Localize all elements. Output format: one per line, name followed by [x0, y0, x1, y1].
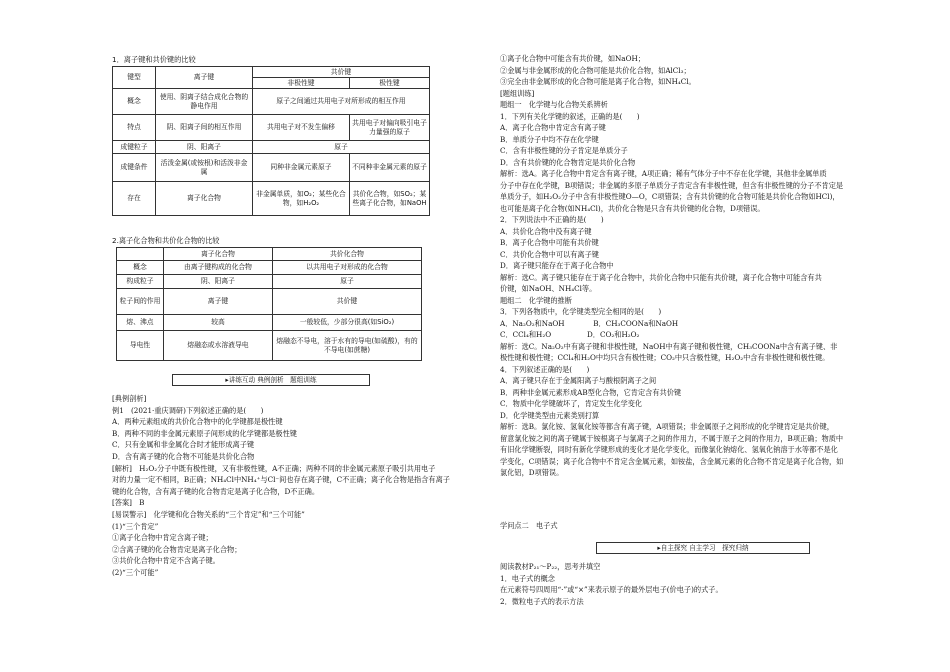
table-cell: 原子	[253, 141, 430, 154]
text-line: A．两种元素组成的共价化合物中的化学键都是极性键	[112, 417, 283, 427]
table-cell: 以共用电子对形成的化合物	[273, 261, 422, 275]
table-cell: 阴、阳离子	[156, 141, 253, 154]
table-cell: 由离子键构成的化合物	[164, 261, 273, 275]
table-cell: 导电性	[117, 331, 164, 361]
text-line: 解析：选C。离子键只能存在于离子化合物中，共价化合物中只能有共价键，离子化合物中可能含有共	[500, 272, 822, 282]
text-line: 也可能是离子化合物(如NH₄Cl)，共价化合物是只含有共价键的化合物，D项错误。	[500, 203, 765, 213]
table-header: 键型	[113, 67, 156, 89]
text-line: D．离子键只能存在于离子化合物中	[500, 261, 614, 270]
table-cell: 共价化合物，如SO₂；某些离子化合物，如NaOH	[350, 182, 430, 216]
text-line: 对的力量一定不相同，B正确；NH₄Cl中NH₄⁺与Cl⁻间也存在离子键，C不正确；离子化合物是指含有离子	[112, 475, 450, 485]
text-line: 分子中存在化学键，B项错误；非金属的多原子单质分子肯定含有非极性键，但含有非极性键的分子不肯定是	[500, 180, 844, 190]
text-line: C．共价化合物中可以有离子键	[500, 249, 599, 259]
table-cell: 特点	[113, 115, 156, 141]
table-header: 极性键	[350, 78, 430, 89]
banner-label: 自主探究 自主学习 探究归纳	[660, 544, 749, 552]
section2-title: 2.离子化合物和共价化合物的比较	[112, 236, 220, 245]
text-line: 学变化，C项错误；离子化合物中不肯定含金属元素，如铵盐，含金属元素的化合物不肯定是离子化合物，如	[500, 456, 844, 466]
text-line: A．离子键只存在于金属阳离子与酸根阴离子之间	[500, 376, 657, 385]
arrow-icon: ▸	[225, 376, 229, 384]
table-header	[117, 248, 164, 261]
text-line: 题组二 化学键的推断	[500, 295, 572, 305]
section1-title: 1．离子键和共价键的比较	[112, 55, 196, 64]
text-line: A．Na₂O₂和NaOH B．CH₃COONa和NaOH	[500, 318, 679, 328]
text-line: 有旧化学键断裂，同时有新化学键形成的变化才是化学变化，而像氯化钠熔化、氢氧化钠溶于水等都不是化	[500, 445, 838, 454]
text-line: 留意氯化铵之间的离子键属于铵根离子与氯离子之间的作用力，不属于原子之间的作用力，B项正确；物质中	[500, 433, 844, 443]
table-header: 离子化合物	[164, 248, 273, 261]
text-line: [解析] H₂O₂分子中既有极性键，又有非极性键，A不正确；两种不同的非金属元素原子吸引共用电子	[112, 463, 436, 473]
arrow-icon: ▸	[657, 544, 661, 552]
text-line: 价键，如NaOH、NH₄Cl等。	[500, 284, 597, 293]
text-line: C．CCl₄和H₂O D．CO₂和H₂O₂	[500, 330, 640, 339]
table-cell: 原子之间通过共用电子对所形成的相互作用	[253, 89, 430, 115]
text-line: (2)“三个可能”	[112, 568, 159, 577]
text-line: 极性键和极性键；CCl₄和H₂O中均只含有极性键；CO₂中只含极性键，H₂O₂中含有非极性键和极性键。	[500, 353, 830, 362]
explore-banner	[596, 542, 810, 554]
text-line: C．含有非极性键的分子肯定是单质分子	[500, 146, 628, 155]
table-header: 共价键	[253, 67, 430, 78]
text-line: 解析：选B。氯化铵、氢氧化铵等都含有离子键，A项错误；非金属原子之间形成的化学键肯定是共价键，	[500, 422, 834, 431]
text-line: 解析：选C。Na₂O₂中有离子键和非极性键，NaOH中有离子键和极性键，CH₃COONa中含有离子键、非	[500, 341, 838, 351]
table-cell: 共用电子对不发生偏移	[253, 115, 350, 141]
text-line: ③完全由非金属形成的化合物可能是离子化合物，如NH₄Cl。	[500, 77, 696, 86]
table-cell: 离子化合物	[156, 182, 253, 216]
text-line: 在元素符号四周用“·”或“×”来表示原子的最外层电子(价电子)的式子。	[500, 585, 723, 594]
table-cell: 同种非金属元素原子	[253, 154, 350, 182]
practice-banner	[172, 374, 370, 386]
bond-comparison-table	[112, 66, 430, 216]
table-cell: 存在	[113, 182, 156, 216]
table-cell: 粒子间的作用	[117, 289, 164, 315]
text-line: 解析：选A。离子化合物中肯定含有离子键，A项正确；稀有气体分子中不存在化学键，其他非金属单质	[500, 169, 827, 178]
text-line: 氯化铝，D项错误。	[500, 468, 564, 477]
table-cell: 阴、阳离子间的相互作用	[156, 115, 253, 141]
text-line: [典例剖析]	[112, 394, 147, 403]
table-cell: 较高	[164, 315, 273, 331]
table-cell: 概念	[113, 89, 156, 115]
text-line: [题组训练]	[500, 88, 535, 98]
text-line: 2．微粒电子式的表示方法	[500, 596, 584, 606]
compound-comparison-table	[116, 247, 422, 361]
text-line: ①离子化合物中肯定含离子键；	[112, 533, 213, 543]
table-cell: 共价键	[273, 289, 422, 315]
table-cell: 使用、阴离子结合成化合物的静电作用	[156, 89, 253, 115]
table-cell: 概念	[117, 261, 164, 275]
knowledge-point-2: 学问点二 电子式	[500, 521, 558, 530]
text-line: C．物质中化学键破坏了，肯定发生化学变化	[500, 399, 643, 408]
text-line: B．单质分子中均不存在化学键	[500, 134, 599, 144]
text-line: 单质分子，如H₂O₂分子中含有非极性键O—O，C项错误；含有共价键的化合物可能是共价化合物如HCl)，	[500, 192, 840, 201]
table-cell: 原子	[273, 275, 422, 289]
text-line: (1)“三个肯定”	[112, 521, 159, 531]
table-cell: 成键粒子	[113, 141, 156, 154]
text-line: B．两种不同的非金属元素原子间形成的化学键都是极性键	[112, 428, 297, 438]
table-cell: 阴、阳离子	[164, 275, 273, 289]
text-line: D．含有共价键的化合物肯定是共价化合物	[500, 157, 636, 167]
table-cell: 共用电子对偏向吸引电子力量强的原子	[350, 115, 430, 141]
text-line: ②含离子键的化合物肯定是离子化合物；	[112, 544, 242, 554]
text-line: A．离子化合物中肯定含有离子键	[500, 123, 606, 132]
text-line: [答案] B	[112, 498, 145, 508]
text-line: D．化学键类型由元素类别打算	[500, 410, 600, 420]
text-line: 键的化合物，含有离子键的化合物肯定是离子化合物，D不正确。	[112, 486, 320, 496]
table-cell: 熔、沸点	[117, 315, 164, 331]
text-line: 题组一 化学键与化合物关系辨析	[500, 100, 608, 109]
text-line: 例1 (2021·重庆调研)下列叙述正确的是( )	[112, 405, 264, 415]
table-header: 共价化合物	[273, 248, 422, 261]
table-cell: 熔融态不导电，溶于水有的导电(如硫酸)，有的不导电(如蔗糖)	[273, 331, 422, 361]
table-cell: 成键条件	[113, 154, 156, 182]
table-cell: 活泼金属(或铵根)和活泼非金属	[156, 154, 253, 182]
table-cell: 构成粒子	[117, 275, 164, 289]
table-cell: 一般较低，少部分很高(如SiO₂)	[273, 315, 422, 331]
text-line: B．离子化合物中可能有共价键	[500, 238, 599, 247]
text-line: [易误警示] 化学键和化合物关系的“三个肯定”和“三个可能”	[112, 510, 305, 519]
text-line: A．共价化合物中没有离子键	[500, 226, 592, 236]
text-line: 2．下列说法中不正确的是( )	[500, 215, 604, 224]
table-cell: 不同种非金属元素的原子	[350, 154, 430, 182]
table-cell: 离子键	[164, 289, 273, 315]
table-header: 非极性键	[253, 78, 350, 89]
text-line: C．只有金属和非金属化合时才能形成离子键	[112, 440, 255, 450]
banner-label: 讲练互动 典例剖析 题组训练	[228, 376, 317, 384]
table-header: 离子键	[156, 67, 253, 89]
text-line: ①离子化合物中可能含有共价键，如NaOH；	[500, 54, 645, 63]
text-line: 1．电子式的概念	[500, 573, 555, 583]
table-cell: 非金属单质，如O₂；某些化合物，如H₂O₂	[253, 182, 350, 216]
text-line: ②金属与非金属形成的化合物可能是共价化合物，如AlCl₃；	[500, 65, 691, 75]
text-line: 4．下列叙述正确的是( )	[500, 364, 590, 374]
text-line: 3．下列各物质中，化学键类型完全相同的是( )	[500, 307, 662, 316]
text-line: 1．下列有关化学键的叙述，正确的是( )	[500, 111, 640, 121]
text-line: B．两种非金属元素形成AB型化合物，它肯定含有共价键	[500, 387, 682, 397]
text-line: D．含有离子键的化合物不可能是共价化合物	[112, 452, 255, 461]
text-line: 阅读教材P₂₁～P₂₂，思考并填空	[500, 562, 601, 571]
text-line: ③共价化合物中肯定不含离子键。	[112, 556, 220, 566]
table-cell: 熔融态或水溶液导电	[164, 331, 273, 361]
